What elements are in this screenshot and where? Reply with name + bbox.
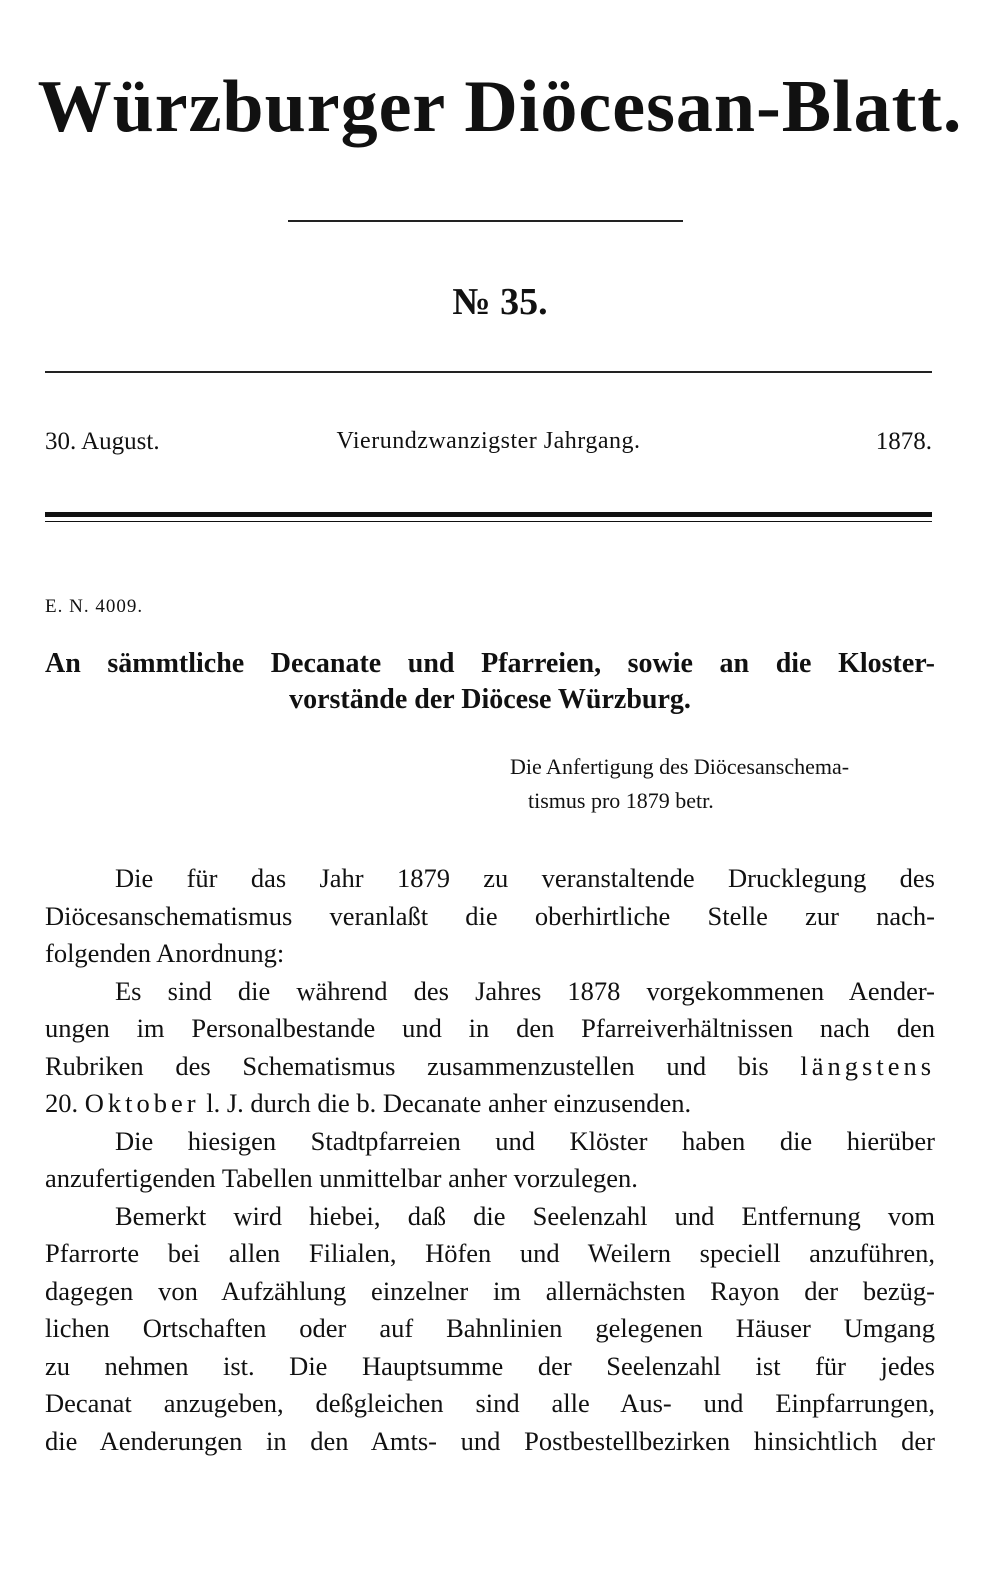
masthead-divider bbox=[288, 220, 683, 222]
body-line: zu nehmen ist. Die Hauptsumme der Seelenzahl ist für jedes bbox=[45, 1350, 935, 1381]
volume-label: Vierundzwanzigster Jahrgang. bbox=[336, 428, 641, 454]
issue-year: 1878. bbox=[875, 428, 932, 455]
dateline bbox=[45, 428, 932, 464]
body-line: die Aenderungen in den Amts- und Postbestellbezirken hinsichtlich der bbox=[45, 1425, 935, 1456]
body-line: Es sind die während des Jahres 1878 vorgekommenen Aender- bbox=[115, 975, 935, 1006]
subject-text: tismus pro 1879 betr. bbox=[528, 788, 714, 813]
body-line bbox=[45, 1085, 935, 1123]
emphasized-text: Oktober bbox=[84, 1088, 200, 1118]
issue-number: № 35. bbox=[452, 281, 548, 323]
body-line: anzufertigenden Tabellen unmittelbar anher vorzulegen. bbox=[45, 1163, 638, 1193]
heading-line: vorstände der Diöcese Würzburg. bbox=[289, 684, 691, 715]
notice-heading bbox=[45, 646, 935, 718]
masthead-title: Würzburger Diöcesan-Blatt. bbox=[37, 66, 963, 148]
body-line: ungen im Personalbestande und in den Pfarreiverhältnissen nach den bbox=[45, 1013, 935, 1043]
double-rule-thick bbox=[45, 512, 932, 517]
body-text-fragment: 20. bbox=[45, 1088, 79, 1118]
body-text-fragment: Rubriken des Schematismus zusammenzustellen und bis bbox=[45, 1050, 769, 1081]
heading-line: An sämmtliche Decanate und Pfarreien, sowie an die Kloster- bbox=[45, 648, 935, 679]
header-rule bbox=[45, 371, 932, 373]
body-line: dagegen von Aufzählung einzelner im allernächsten Rayon der bezüg- bbox=[45, 1275, 935, 1306]
subject-text: Die Anfertigung des Diöcesanschema- bbox=[510, 754, 850, 779]
body-line: Diöcesanschematismus veranlaßt die oberhirtliche Stelle zur nach- bbox=[45, 900, 935, 931]
issue-date: 30. August. bbox=[45, 428, 160, 455]
body-text-fragment: l. J. durch die b. Decanate anher einzusenden. bbox=[206, 1088, 692, 1118]
body-line: Pfarrorte bei allen Filialen, Höfen und Weilern speciell anzuführen, bbox=[45, 1238, 935, 1268]
emphasized-text: längstens bbox=[800, 1050, 936, 1081]
body-text bbox=[45, 860, 935, 1460]
body-line: folgenden Anordnung: bbox=[45, 938, 285, 968]
body-line: lichen Ortschaften oder auf Bahnlinien gelegenen Häuser Umgang bbox=[45, 1313, 935, 1343]
double-rule-thin bbox=[45, 521, 932, 522]
body-line bbox=[45, 1048, 935, 1086]
reference-number: E. N. 4009. bbox=[45, 596, 144, 617]
body-line: Die für das Jahr 1879 zu veranstaltende Drucklegung des bbox=[115, 863, 935, 893]
body-line: Die hiesigen Stadtpfarreien und Klöster haben die hierüber bbox=[115, 1125, 935, 1156]
body-line: Bemerkt wird hiebei, daß die Seelenzahl und Entfernung vom bbox=[115, 1200, 935, 1231]
subject-line bbox=[510, 750, 935, 818]
body-line: Decanat anzugeben, deßgleichen sind alle Aus- und Einpfarrungen, bbox=[45, 1388, 935, 1418]
